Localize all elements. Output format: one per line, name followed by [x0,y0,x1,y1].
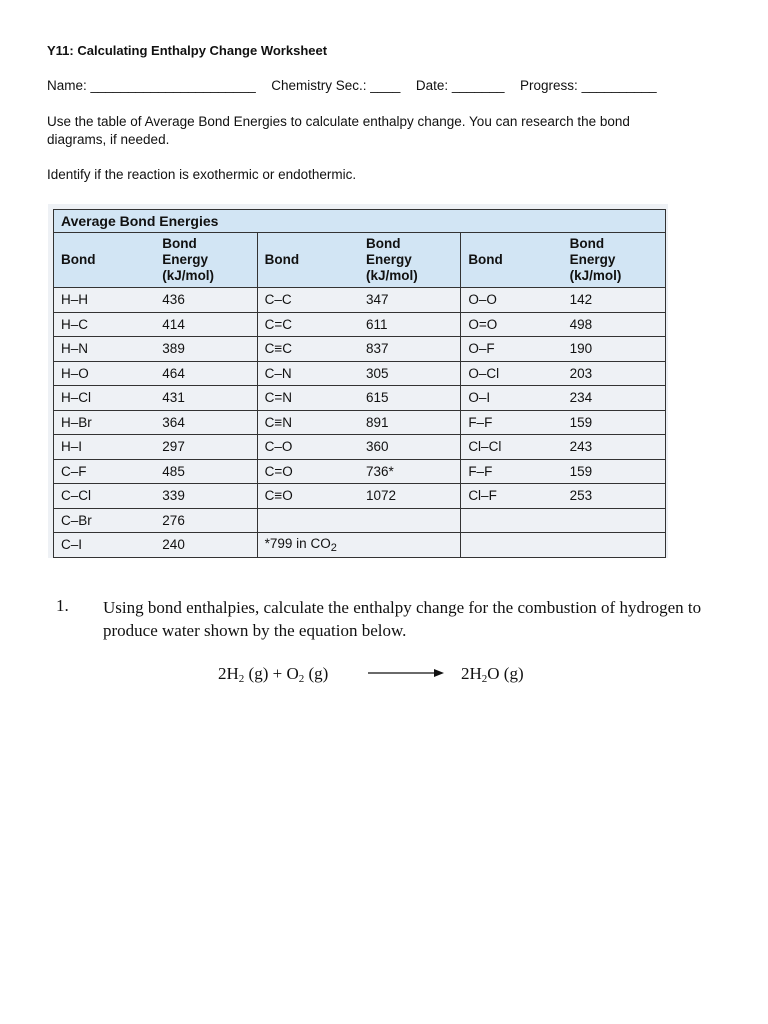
energy-cell: 203 [563,361,666,386]
bond-cell: C–N [257,361,359,386]
column-header-bond: Bond [54,233,156,288]
column-header-bond: Bond [461,233,563,288]
bond-cell: O–I [461,386,563,411]
bond-cell: C–F [54,459,156,484]
date-field[interactable]: _______ [451,78,505,93]
worksheet-title: Y11: Calculating Enthalpy Change Worksheet [47,43,328,58]
bond-cell: C≡N [257,410,359,435]
student-info-line [47,78,657,93]
table-row [54,459,666,484]
question-number: 1. [56,596,69,615]
bond-cell: Cl–F [461,484,563,509]
footnote-cell: *799 in $CO_2$ [257,533,461,558]
reaction-arrow-icon [368,666,444,680]
bond-cell: O–F [461,337,563,362]
energy-cell: 347 [359,288,461,313]
empty-cell [461,508,666,533]
energy-cell: 234 [563,386,666,411]
bond-cell: H–Br [54,410,156,435]
energy-cell: 1072 [359,484,461,509]
name-label: Name: [47,78,87,93]
energy-cell: 159 [563,410,666,435]
energy-cell: 837 [359,337,461,362]
table-row [54,288,666,313]
energy-cell: 498 [563,312,666,337]
energy-cell: 436 [155,288,257,313]
bond-cell: C–I [54,533,156,558]
table-row [54,508,666,533]
empty-cell [257,508,461,533]
column-header-energy: Bond Energy (kJ/mol) [155,233,257,288]
bond-cell: C=N [257,386,359,411]
energy-cell: 305 [359,361,461,386]
section-label: Chemistry Sec.: [271,78,367,93]
energy-cell: 253 [563,484,666,509]
table-row [54,312,666,337]
energy-cell: 159 [563,459,666,484]
instruction-table-use: Use the table of Average Bond Energies to calculate enthalpy change. You can research the bond diagrams, if needed. [47,114,630,147]
question-text: Using bond enthalpies, calculate the enthalpy change for the combustion of hydrogen to produce water shown by the equation below. [103,598,702,640]
energy-cell: 464 [155,361,257,386]
table-row [54,410,666,435]
energy-cell: 485 [155,459,257,484]
energy-cell: 360 [359,435,461,460]
column-header-bond: Bond [257,233,359,288]
energy-cell: 364 [155,410,257,435]
bond-cell: H–H [54,288,156,313]
empty-cell [461,533,666,558]
bond-cell: Cl–Cl [461,435,563,460]
bond-cell: C=C [257,312,359,337]
name-field[interactable]: ______________________ [90,78,256,93]
equation-reactants: $2H_2$ $(g) + O_2$ (g) [218,664,329,685]
column-header-energy: Bond Energy (kJ/mol) [359,233,461,288]
bond-cell: O=O [461,312,563,337]
bond-cell: C–Br [54,508,156,533]
energy-cell: 615 [359,386,461,411]
bond-cell: H–N [54,337,156,362]
energy-cell: 240 [155,533,257,558]
bond-cell: F–F [461,410,563,435]
bond-cell: O–Cl [461,361,563,386]
bond-cell: F–F [461,459,563,484]
energy-cell: 431 [155,386,257,411]
energy-cell: 297 [155,435,257,460]
equation-products: $2H_2O$ (g) [461,664,524,685]
energy-cell: 243 [563,435,666,460]
energy-cell: 339 [155,484,257,509]
energy-cell: 891 [359,410,461,435]
table-row [54,484,666,509]
table-caption: Average Bond Energies [54,210,666,233]
bond-cell: C–C [257,288,359,313]
section-field[interactable]: ____ [370,78,401,93]
bond-cell: H–I [54,435,156,460]
bond-cell: C≡C [257,337,359,362]
date-label: Date: [415,78,449,93]
bond-cell: O–O [461,288,563,313]
energy-cell: 142 [563,288,666,313]
bond-cell: H–C [54,312,156,337]
energy-cell: 611 [359,312,461,337]
bond-cell: C–O [257,435,359,460]
energy-cell: 414 [155,312,257,337]
table-row [54,435,666,460]
energy-cell: 389 [155,337,257,362]
energy-cell: 190 [563,337,666,362]
bond-cell: C=O [257,459,359,484]
energy-cell: 276 [155,508,257,533]
bond-cell: C≡O [257,484,359,509]
bond-cell: H–O [54,361,156,386]
table-row [54,337,666,362]
table-row [54,533,666,558]
bond-energies-table [53,209,666,558]
progress-field[interactable]: __________ [581,78,657,93]
bond-cell: H–Cl [54,386,156,411]
column-header-energy: Bond Energy (kJ/mol) [563,233,666,288]
progress-label: Progress: [520,78,578,93]
energy-cell: 736* [359,459,461,484]
bond-cell: C–Cl [54,484,156,509]
instruction-identify: Identify if the reaction is exothermic or endothermic. [47,167,357,182]
table-row [54,386,666,411]
table-row [54,361,666,386]
